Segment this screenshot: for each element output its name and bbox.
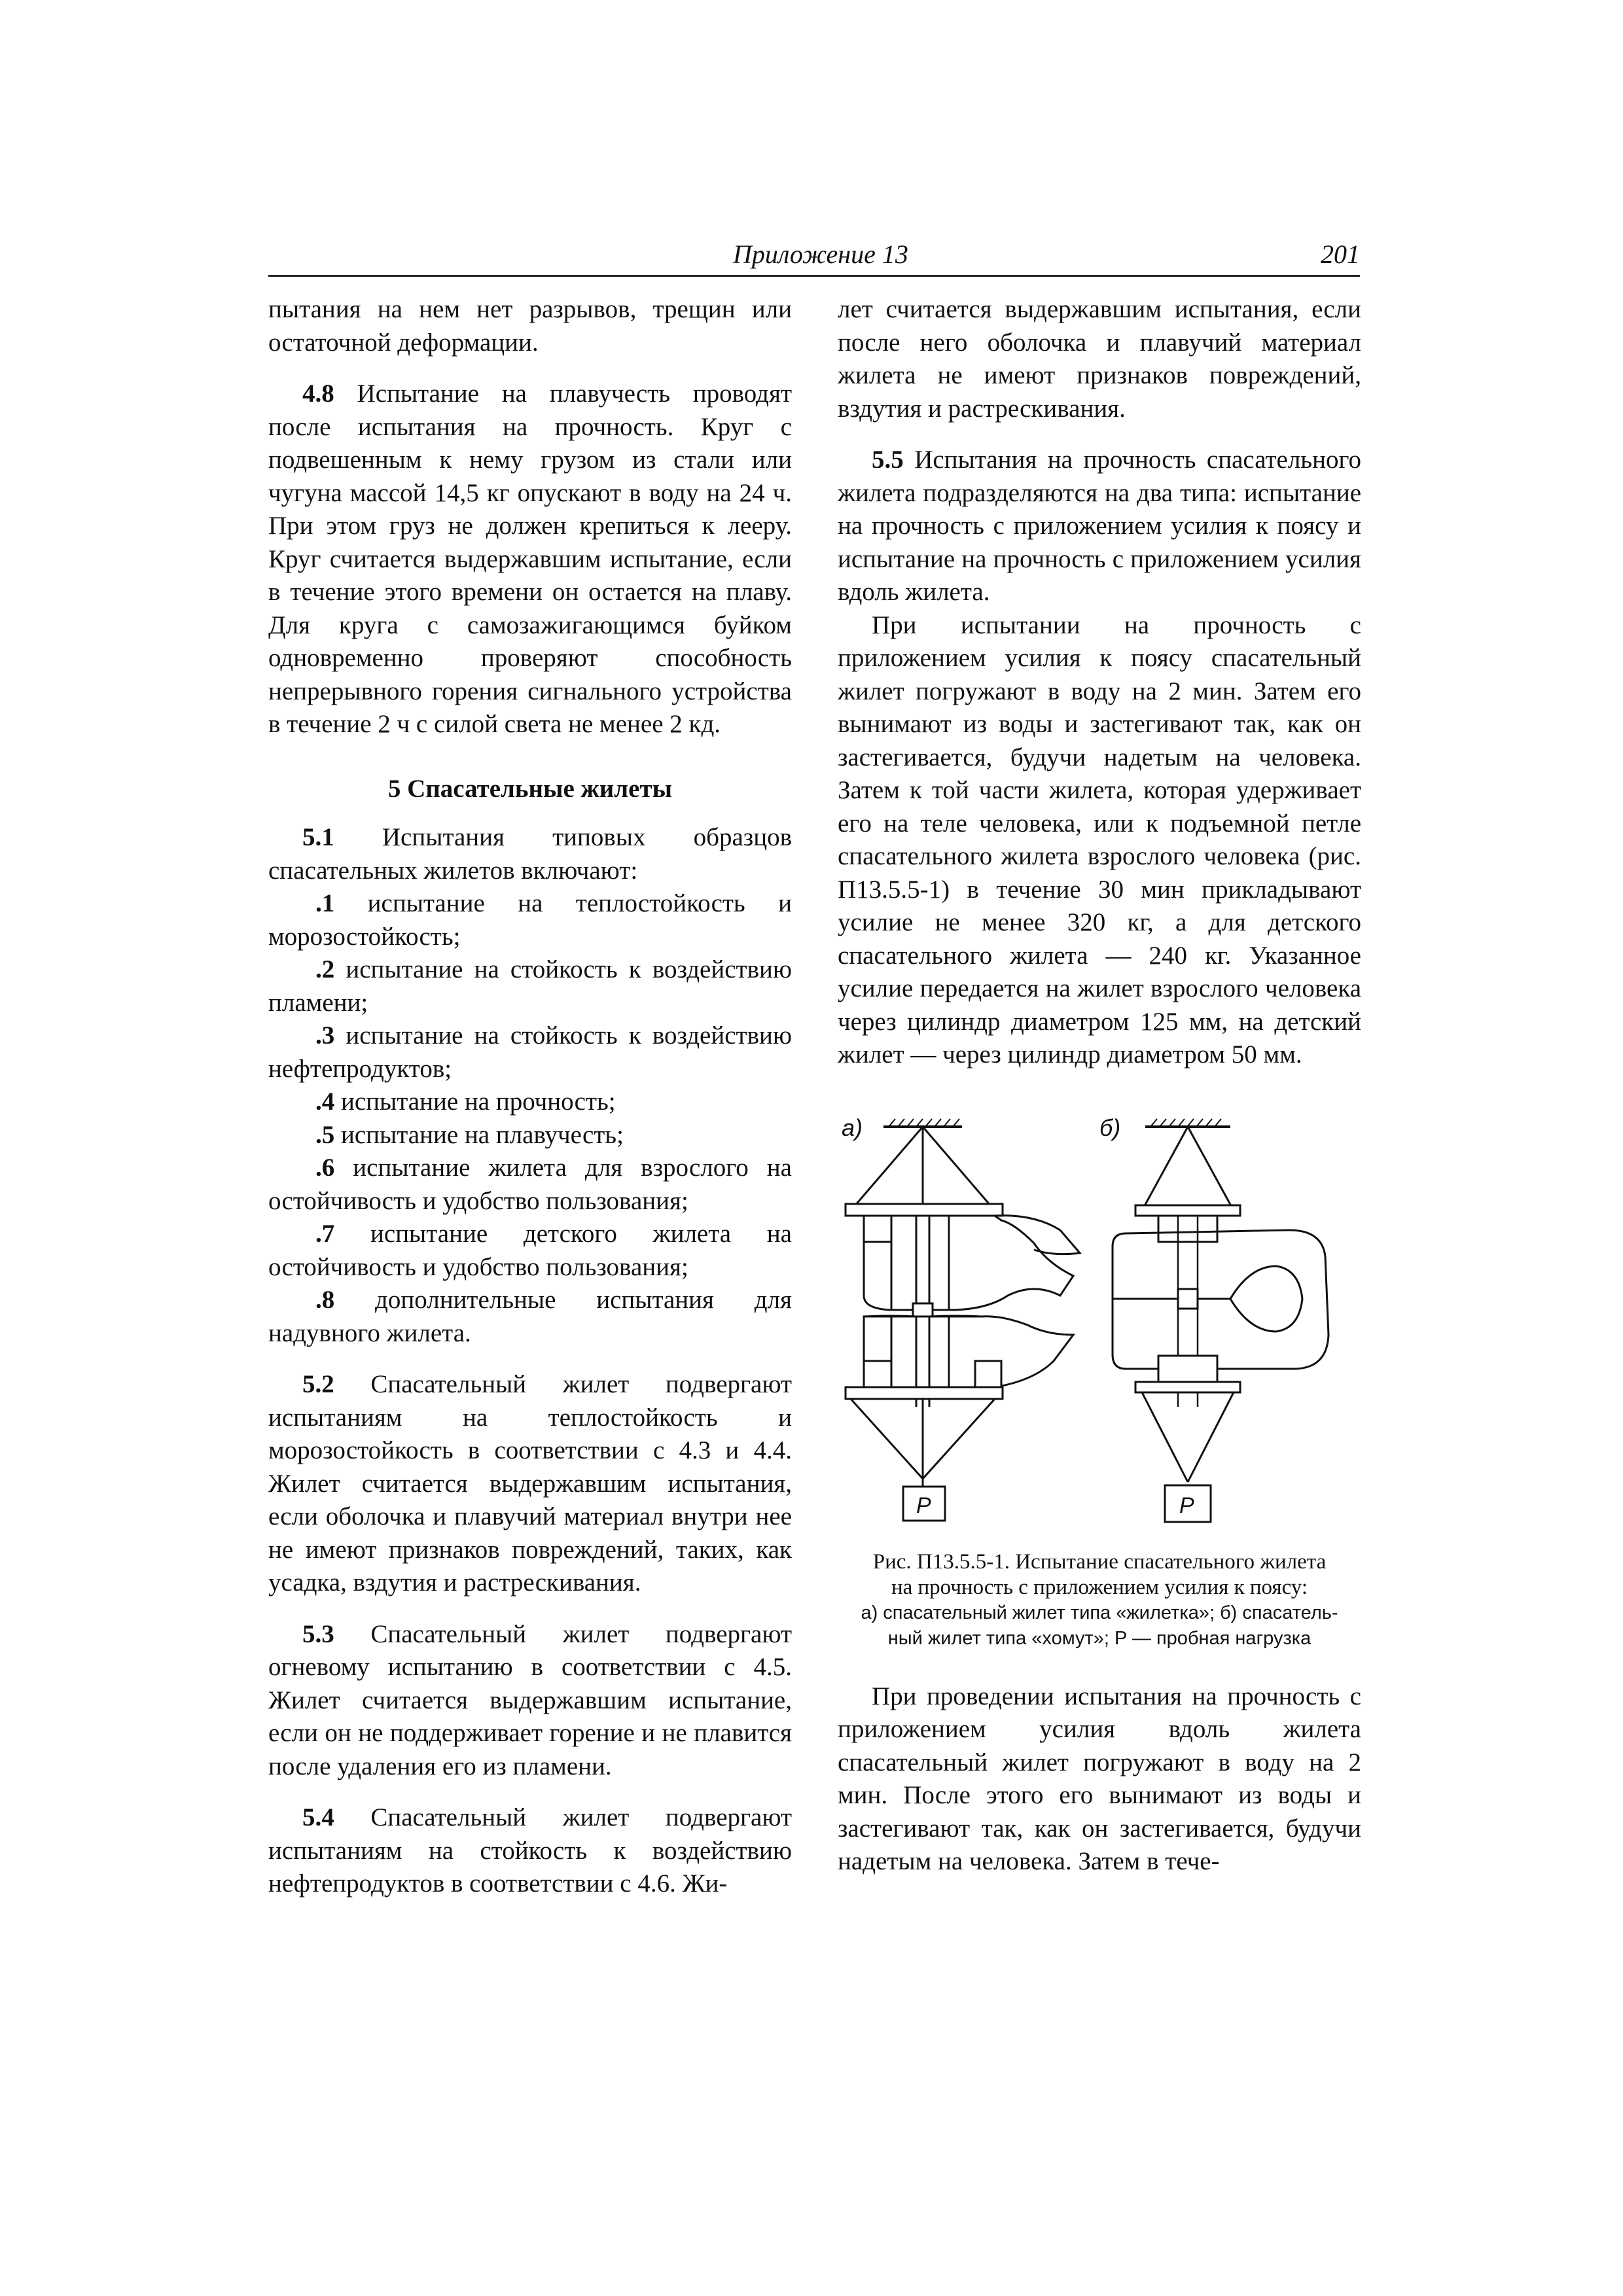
- left-column: [268, 293, 792, 1901]
- list-text: испытание жилета для взрослого на остойчивость и удобство пользования;: [268, 1154, 792, 1215]
- list-text: дополнительные испытания для надувного жилета.: [268, 1286, 792, 1347]
- paragraph: При проведении испытания на прочность с приложением усилия вдоль жилета спасательный жилет погружают в воду на 2 мин. После этого его вынимают из воды и застегивают так, как он застегивается, будучи надетым на человека. Затем в тече-: [838, 1682, 1361, 1875]
- list-item: [268, 1218, 792, 1284]
- paragraph-text: Спасательный жилет подвергают испытаниям на теплостойкость и морозостойкость в соответствии с 4.3 и 4.4. Жилет считается выдержавшим испытания, если оболочка и плавучий материал внутри нее не имеют признаков повреждений, таких, как усадка, вздутия и растрескивания.: [268, 1370, 792, 1597]
- figure-life-jacket-test: [838, 1099, 1361, 1662]
- clause-number: 5.2: [302, 1370, 334, 1398]
- load-label-a: P: [916, 1492, 931, 1518]
- load-label-b: P: [1179, 1492, 1194, 1518]
- caption-line: Рис. П13.5.5-1. Испытание спасательного жилета: [872, 1549, 1327, 1574]
- paragraph-5-5: [838, 444, 1361, 609]
- paragraph: При испытании на прочность с приложением усилия к поясу спасательный жилет погружают в воду на 2 мин. Затем его вынимают из воды и застегивают так, как он застегивается, будучи надетым на человека. Затем к той части жилета, которая удерживает его на теле человека, или к подъемной петле спасательного жилета взрослого человека (рис. П13.5.5-1) в течение 30 мин прикладывают усилие не менее 320 кг, а для детского спасательного жилета — 240 кг. Указанное усилие передается на жилет взрослого человека через цилиндр диаметром 125 мм, на детский жилет — через цилиндр диаметром 50 мм.: [838, 610, 1361, 1069]
- list-number: .3: [315, 1021, 335, 1050]
- paragraph-5-3: [268, 1618, 792, 1784]
- list-text: испытание детского жилета на остойчивость и удобство пользования;: [268, 1220, 792, 1281]
- life-jacket-test-diagram: [838, 1099, 1361, 1531]
- list-item: [268, 1119, 792, 1152]
- paragraph-text: Испытания на прочность спасательного жилета подразделяются на два типа: испытание на прочность с приложением усилия к поясу и испытание на прочность с приложением усилия вдоль жилета.: [838, 446, 1361, 606]
- list-item: [268, 953, 792, 1019]
- paragraph-text: Спасательный жилет подвергают огневому испытанию в соответствии с 4.5. Жилет считается выдержавшим испытание, если он не поддерживает горение и не плавится после удаления его из пламени.: [268, 1619, 792, 1780]
- list-number: .1: [315, 889, 335, 917]
- running-title: Приложение 13: [733, 239, 908, 269]
- paragraph-4-8: [268, 378, 792, 741]
- caption-line: а) спасательный жилет типа «жилетка»; б) спасатель-: [861, 1602, 1338, 1623]
- page-header: [268, 238, 1360, 277]
- list-number: .4: [315, 1087, 335, 1116]
- list-number: .8: [315, 1286, 335, 1314]
- list-text: испытание на стойкость к воздействию нефтепродуктов;: [268, 1021, 792, 1083]
- paragraph-text: Испытание на плавучесть проводят после испытания на прочность. Круг с подвешенным к нему грузом из стали или чугуна массой 14,5 кг опускают в воду на 24 ч. При этом груз не должен крепиться к лееру. Круг считается выдержавшим испытание, если в течение этого времени он остается на плаву. Для круга с самозажигающимся буйком одновременно проверяют способность непрерывного горения сигнального устройства в течение 2 ч с силой света не менее 2 кд.: [268, 380, 792, 738]
- right-column: [838, 293, 1361, 1879]
- clause-number: 5.3: [302, 1619, 334, 1648]
- list-item: [268, 1019, 792, 1086]
- clause-number: 5.1: [302, 823, 334, 851]
- paragraph-text: Испытания типовых образцов спасательных жилетов включают:: [268, 823, 792, 885]
- paragraph-5-2: [268, 1368, 792, 1600]
- label-a: а): [842, 1114, 863, 1141]
- clause-number: 5.4: [302, 1803, 334, 1831]
- list-number: .5: [315, 1120, 335, 1149]
- page-number: 201: [1321, 239, 1360, 269]
- list-number: .6: [315, 1154, 335, 1182]
- list-text: испытание на плавучесть;: [334, 1120, 624, 1149]
- paragraph-text: Спасательный жилет подвергают испытаниям на стойкость к воздействию нефтепродуктов в соответствии с 4.6. Жи-: [268, 1803, 792, 1898]
- list-item: [268, 1152, 792, 1218]
- paragraph: пытания на нем нет разрывов, трещин или остаточной деформации.: [268, 295, 792, 357]
- list-text: испытание на прочность;: [334, 1087, 616, 1116]
- figure-caption: [838, 1549, 1361, 1651]
- caption-line: на прочность с приложением усилия к поясу:: [891, 1575, 1308, 1599]
- clause-number: 5.5: [872, 446, 904, 474]
- caption-line: ный жилет типа «хомут»; P — пробная нагрузка: [887, 1627, 1311, 1649]
- paragraph-5-4: [268, 1801, 792, 1901]
- paragraph: лет считается выдержавшим испытания, если после него оболочка и плавучий материал жилета не имеют признаков повреждений, вздутия и растрескивания.: [838, 295, 1361, 423]
- section-title: 5 Спасательные жилеты: [387, 774, 673, 803]
- paragraph-5-1: [268, 821, 792, 887]
- list-number: .7: [315, 1220, 335, 1248]
- list-item: [268, 887, 792, 953]
- diagram-a: [846, 1119, 1080, 1521]
- clause-number: 4.8: [302, 380, 334, 408]
- label-b: б): [1099, 1114, 1121, 1141]
- list-item: [268, 1284, 792, 1350]
- diagram-b: [1113, 1119, 1329, 1522]
- list-item: [268, 1086, 792, 1119]
- list-number: .2: [315, 955, 335, 983]
- list-text: испытание на стойкость к воздействию пламени;: [268, 955, 792, 1017]
- list-text: испытание на теплостойкость и морозостойкость;: [268, 889, 792, 951]
